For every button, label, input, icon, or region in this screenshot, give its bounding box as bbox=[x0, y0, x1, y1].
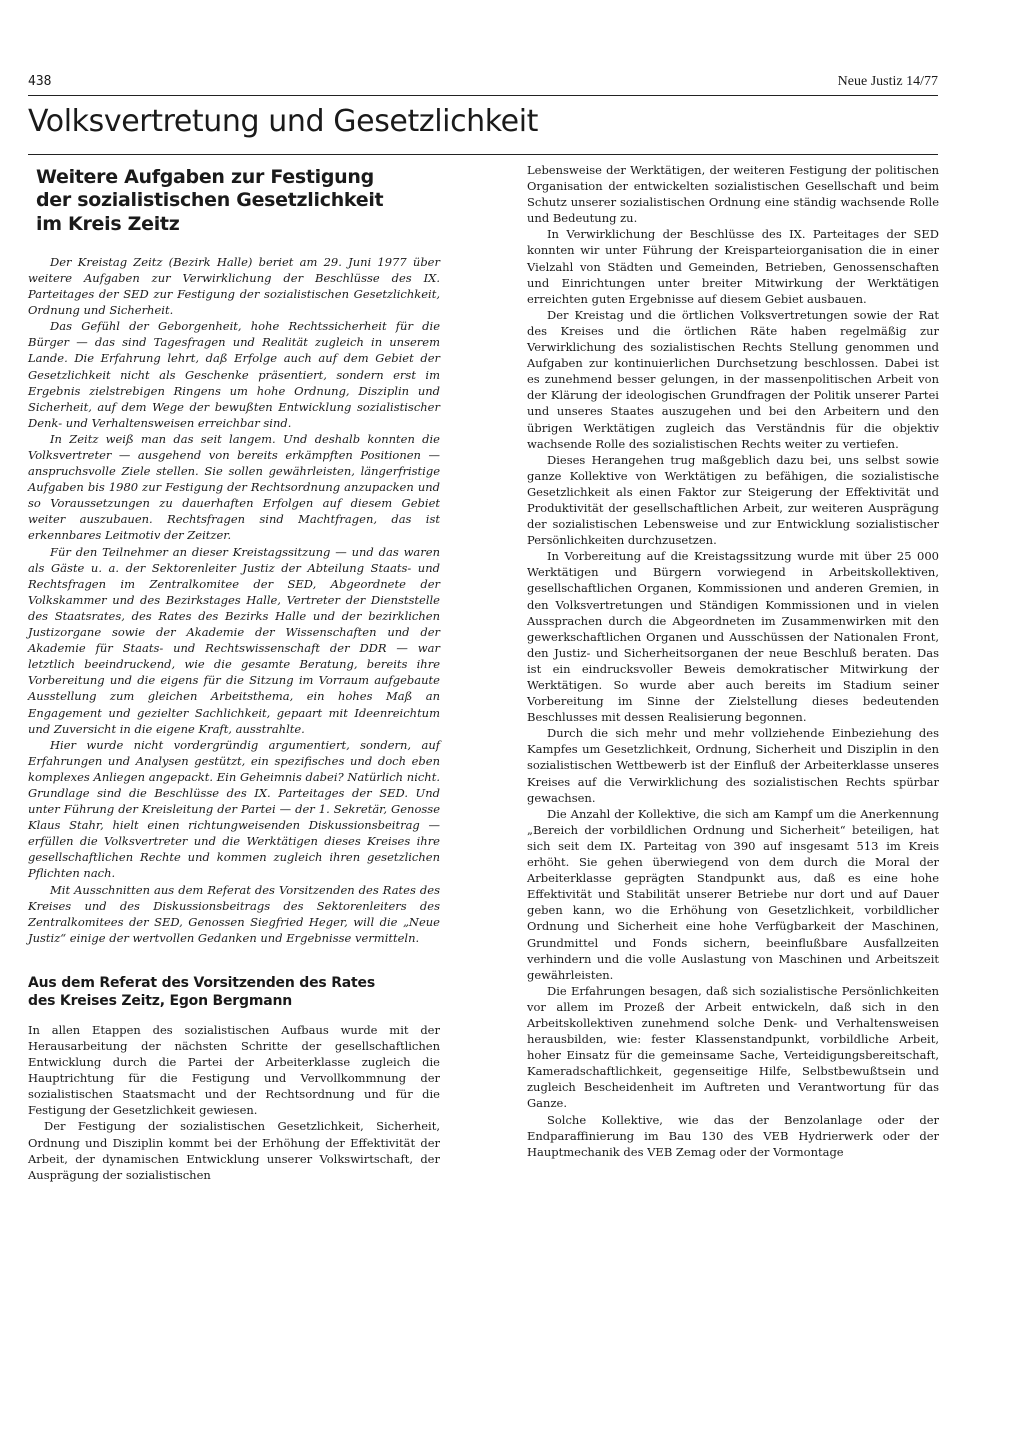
body-paragraph: Die Erfahrungen besagen, daß sich sozialistische Persönlichkeiten vor allem im Prozeß der Arbeit entwickeln, daß sich in den Arbeitskollektiven zunehmend solche Denk- und Verhaltensweisen herausbilden, wie: fester Klassenstandpunkt, vorbildliche Arbeit, hoher Einsatz für die gemeinsame Sache, Verteidigungsbereitschaft, Kameradschaftlichkeit, gegenseitige Hilfe, Selbstbewußtsein und zugleich Bescheidenheit im Auftreten und Verantwortung für das Ganze. bbox=[527, 983, 939, 1111]
body-paragraph: Die Anzahl der Kollektive, die sich am Kampf um die Anerkennung „Bereich der vorbildlichen Ordnung und Sicherheit“ beteiligen, hat sich seit dem IX. Parteitag von 390 auf insgesamt 513 im Kreis erhöht. Sie gehen überwiegend von dem durch die Moral der Arbeiterklasse geprägten Standpunkt aus, daß es eine hohe Effektivität und Stabilität unserer Betriebe nur dort und auf Dauer geben kann, wo die Erhöhung von Gesetzlichkeit, vorbildlicher Ordnung und Sicherheit eine hohe Verfügbarkeit der Maschinen, Grundmittel und Fonds sichern, beeinflußbare Ausfallzeiten verhindern und die volle Auslastung von Maschinen und Arbeitszeit gewährleisten. bbox=[527, 806, 939, 982]
intro-paragraph: Für den Teilnehmer an dieser Kreistagssitzung — und das waren als Gäste u. a. der Sektorenleiter Justiz der Abteilung Staats- und Rechtsfragen im Zentralkomitee der SED, Abgeordnete der Volkskammer und des Bezirkstages Halle, Vertreter der Dienststelle des Staatsrates, des Rates des Bezirks Halle und der bezirklichen Justizorgane sowie der Akademie der Wissenschaften und der Akademie für Staats- und Rechtswissenschaft der DDR — war letztlich beeindruckend, wie die gesamte Beratung, bereits ihre Vorbereitung und die eigens für die Sitzung im Vorraum aufgebaute Ausstellung zum gleichen Arbeitsthema, ein hohes Maß an Engagement und gezielter Sachlichkeit, gepaart mit Ideenreichtum und Zuversicht in die eigene Kraft, ausstrahlte. bbox=[28, 544, 440, 736]
article-title-line: im Kreis Zeitz bbox=[36, 212, 180, 235]
intro-paragraph: Das Gefühl der Geborgenheit, hohe Rechtssicherheit für die Bürger — das sind Tagesfragen und Realität zugleich in unserem Lande. Die Erfahrung lehrt, daß Erfolge auch auf dem Gebiet der Gesetzlichkeit nicht als Geschenke präsentiert, sondern erst im Ergebnis zielstrebigen Ringens um hohe Ordnung, Disziplin und Sicherheit, auf dem Wege der bewußten Entwicklung sozialistischer Denk- und Verhaltensweisen erreichbar sind. bbox=[28, 319, 440, 430]
article-title bbox=[36, 166, 440, 236]
body-paragraph: In Verwirklichung der Beschlüsse des IX. Parteitages der SED konnten wir unter Führung der Kreisparteiorganisation die in einer Vielzahl von Städten und Gemeinden, Betrieben, Genossenschaften und Einrichtungen unter breiter Mitwirkung der Werktätigen erreichten guten Ergebnisse auf diesem Gebiet ausbauen. bbox=[527, 227, 939, 306]
subheading-line: des Kreises Zeitz, Egon Bergmann bbox=[28, 992, 292, 1009]
body-paragraph: Lebensweise der Werktätigen, der weiteren Festigung der politischen Organisation der entwickelten sozialistischen Gesellschaft und beim Schutz unserer sozialistischen Ordnung eine ständig wachsende Rolle und Bedeutung zu. bbox=[527, 163, 939, 226]
intro-paragraph: Mit Ausschnitten aus dem Referat des Vorsitzenden des Rates des Kreises und des Diskussionsbeitrags des Sektorenleiters des Zentralkomitees der SED, Genossen Siegfried Heger, will die „Neue Justiz“ einige der wertvollen Gedanken und Ergebnisse vermitteln. bbox=[28, 882, 440, 945]
subheading bbox=[28, 974, 440, 1010]
subheading-line: Aus dem Referat des Vorsitzenden des Rates bbox=[28, 974, 375, 991]
body-paragraph: In Vorbereitung auf die Kreistagssitzung wurde mit über 25 000 Werktätigen und Bürgern vorwiegend in Arbeitskollektiven, gesellschaftlichen Organen, Kommissionen und anderen Gremien, in den Volksvertretungen und Ständigen Kommissionen und in vielen Aussprachen durch die Abgeordneten im Zusammenwirken mit den gewerkschaftlichen Organen und Ausschüssen der Nationalen Front, den Justiz- und Sicherheitsorganen der neue Beschluß beraten. Das ist ein eindrucksvoller Beweis demokratischer Mitwirkung der Werktätigen. So wurde aber auch bereits im Stadium seiner Vorbereitung im Sinne der Zielstellung dieses bedeutenden Beschlusses mit dessen Realisierung begonnen. bbox=[527, 549, 939, 725]
body-paragraph: Der Festigung der sozialistischen Gesetzlichkeit, Sicherheit, Ordnung und Disziplin kommt bei der Erhöhung der Effektivität der Arbeit, der dynamischen Entwicklung unserer Volkswirtschaft, der Ausprägung der sozialistischen bbox=[28, 1119, 440, 1182]
body-paragraph: Dieses Herangehen trug maßgeblich dazu bei, uns selbst sowie ganze Kollektive von Werktätigen zu befähigen, die sozialistische Gesetzlichkeit als einen Faktor zur Steigerung der Effektivität und Produktivität der gesellschaftlichen Arbeit, zur weiteren Ausprägung der sozialistischen Lebensweise und zur Entwicklung sozialistischer Persönlichkeiten durchzusetzen. bbox=[527, 452, 939, 548]
body-paragraph: Der Kreistag und die örtlichen Volksvertretungen sowie der Rat des Kreises und die örtlichen Räte haben regelmäßig zur Verwirklichung des sozialistischen Rechts Stellung genommen und Aufgaben zur kontinuierlichen Durchsetzung beschlossen. Dabei ist es zunehmend besser gelungen, in der massenpolitischen Arbeit von der Klärung der ideologischen Grundfragen der Politik unserer Partei und unseres Staates auszugehen und bei den Arbeitern und den übrigen Werktätigen zugleich das Verständnis für die objektiv wachsende Rolle des sozialistischen Rechts weiter zu vertiefen. bbox=[527, 307, 939, 451]
body-paragraph: Solche Kollektive, wie das der Benzolanlage oder der Endparaffinierung im Bau 130 des VEB Hydrierwerk oder der Hauptmechanik des VEB Zemag oder der Vormontage bbox=[527, 1112, 939, 1159]
header-rule bbox=[28, 95, 938, 96]
left-column bbox=[28, 166, 440, 1183]
intro-paragraph: Der Kreistag Zeitz (Bezirk Halle) beriet am 29. Juni 1977 über weitere Aufgaben zur Verwirklichung der Beschlüsse des IX. Parteitages der SED zur Festigung der sozialistischen Gesetzlichkeit, Ordnung und Sicherheit. bbox=[28, 254, 440, 318]
section-rule bbox=[28, 154, 938, 155]
body-paragraph: Durch die sich mehr und mehr vollziehende Einbeziehung des Kampfes um Gesetzlichkeit, Ordnung, Sicherheit und Disziplin in den sozialistischen Wettbewerb ist der Einfluß der Arbeiterklasse unseres Kreises auf die Verwirklichung des sozialistischen Rechts spürbar gewachsen. bbox=[527, 726, 939, 805]
page-number: 438 bbox=[28, 74, 52, 89]
intro-paragraph: Hier wurde nicht vordergründig argumentiert, sondern, auf Erfahrungen und Analysen gestützt, ein spezifisches und doch eben komplexes Anliegen angepackt. Ein Geheimnis dabei? Natürlich nicht. Grundlage sind die Beschlüsse des IX. Parteitages der SED. Und unter Führung der Kreisleitung der Partei — der 1. Sekretär, Genosse Klaus Stahr, hielt einen richtungweisenden Diskussionsbeitrag — erfüllen die Volksvertreter und die Werktätigen dieses Kreises ihre gesellschaftlichen Rechte und kommen zugleich ihren gesetzlichen Pflichten nach. bbox=[28, 737, 440, 881]
article-title-line: der sozialistischen Gesetzlichkeit bbox=[36, 189, 384, 212]
right-column bbox=[527, 162, 939, 1160]
article-title-line: Weitere Aufgaben zur Festigung bbox=[36, 166, 374, 188]
intro-paragraph: In Zeitz weiß man das seit langem. Und deshalb konnten die Volksvertreter — ausgehend von bereits erkämpften Positionen — anspruchsvolle Ziele stellen. Sie sollen gewährleisten, längerfristige Aufgaben bis 1980 zur Festigung der Rechtsordnung anzupacken und so Voraussetzungen zu dauerhaften Erfolgen auf diesem Gebiet weiter auszubauen. Rechtsfragen sind Machtfragen, das ist erkennbares Leitmotiv der Zeitzer. bbox=[28, 431, 440, 543]
section-title: Volksvertretung und Gesetzlichkeit bbox=[28, 104, 539, 139]
body-paragraph: In allen Etappen des sozialistischen Aufbaus wurde mit der Herausarbeitung der nächsten Schritte der gesellschaftlichen Entwicklung durch die Partei der Arbeiterklasse zugleich die Hauptrichtung für die Festigung und Vervollkommnung der sozialistischen Staatsmacht und der Rechtsordnung und für die Festigung der Gesetzlichkeit gewiesen. bbox=[28, 1022, 440, 1118]
article-intro bbox=[28, 254, 440, 946]
journal-issue: Neue Justiz 14/77 bbox=[837, 74, 938, 89]
